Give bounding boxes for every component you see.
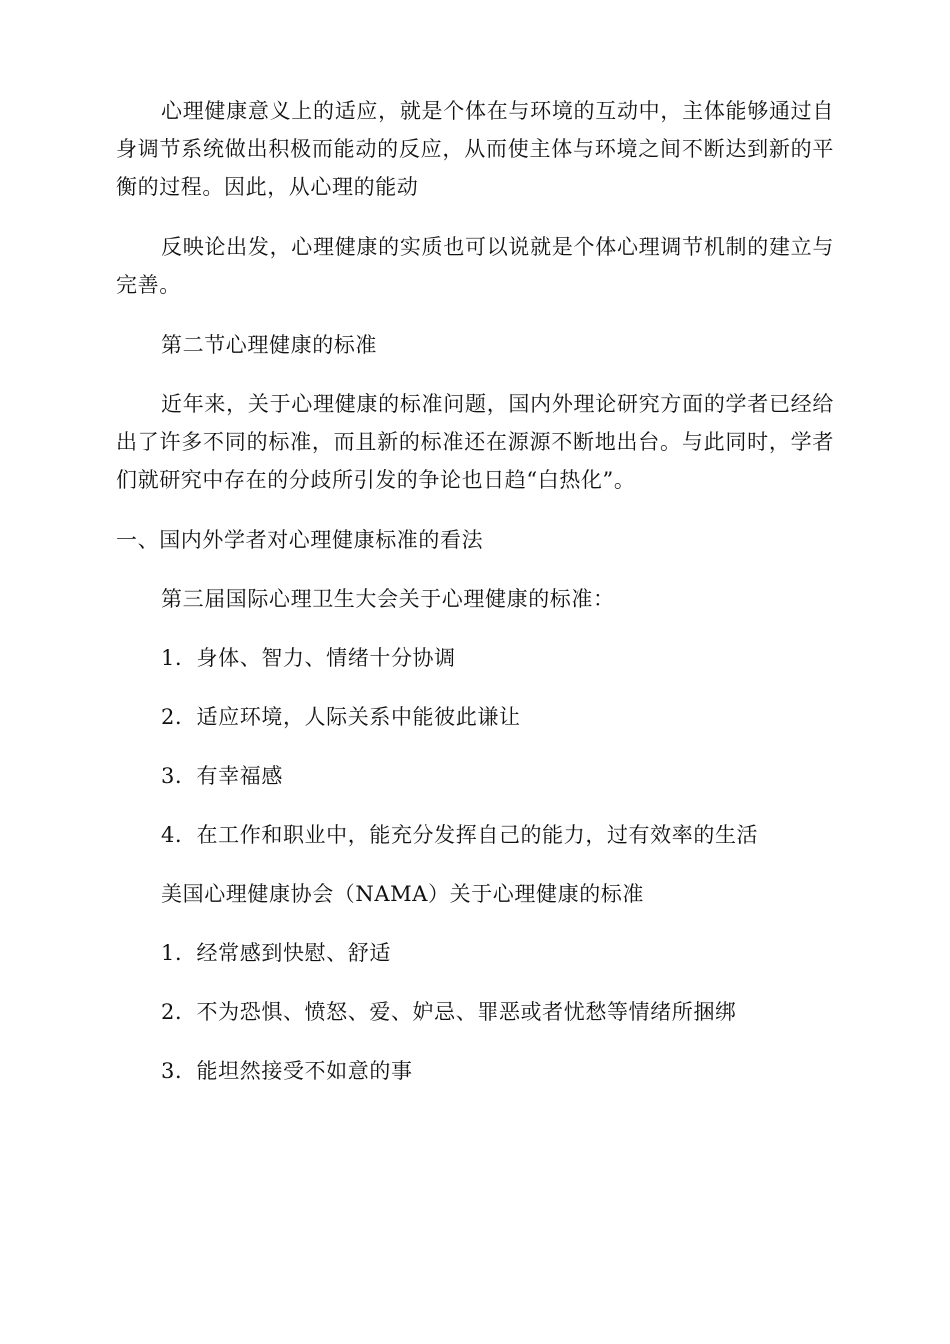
list-item-nama-2: 2．不为恐惧、愤怒、爱、妒忌、罪恶或者忧愁等情绪所捆绑	[161, 1000, 737, 1024]
list-item-congress-1: 1．身体、智力、情绪十分协调	[161, 646, 456, 670]
paragraph-adaptation-definition: 心理健康意义上的适应，就是个体在与环境的互动中，主体能够通过自身调节系统做出积极而能动的反应，从而使主体与环境之间不断达到新的平衡的过程。因此，从心理的能动	[116, 99, 834, 199]
section-heading-standards: 第二节心理健康的标准	[161, 333, 377, 357]
list-item-congress-3: 3．有幸福感	[161, 764, 283, 788]
list-item-nama-1: 1．经常感到快慰、舒适	[161, 941, 391, 965]
list-intro-third-congress: 第三届国际心理卫生大会关于心理健康的标准：	[161, 587, 615, 611]
list-intro-nama: 美国心理健康协会（NAMA）关于心理健康的标准	[161, 882, 645, 906]
paragraph-essence-of-mental-health: 反映论出发，心理健康的实质也可以说就是个体心理调节机制的建立与完善。	[116, 235, 834, 297]
subsection-heading-scholar-views: 一、国内外学者对心理健康标准的看法	[116, 528, 484, 552]
paragraph-recent-research: 近年来，关于心理健康的标准问题，国内外理论研究方面的学者已经给出了许多不同的标准，而且新的标准还在源源不断地出台。与此同时，学者们就研究中存在的分歧所引发的争论也日趋“白热化”。	[116, 392, 834, 492]
list-item-nama-3: 3．能坦然接受不如意的事	[161, 1059, 413, 1083]
list-item-congress-2: 2．适应环境，人际关系中能彼此谦让	[161, 705, 521, 729]
document-body	[116, 92, 834, 1111]
list-item-congress-4: 4．在工作和职业中，能充分发挥自己的能力，过有效率的生活	[161, 823, 759, 847]
